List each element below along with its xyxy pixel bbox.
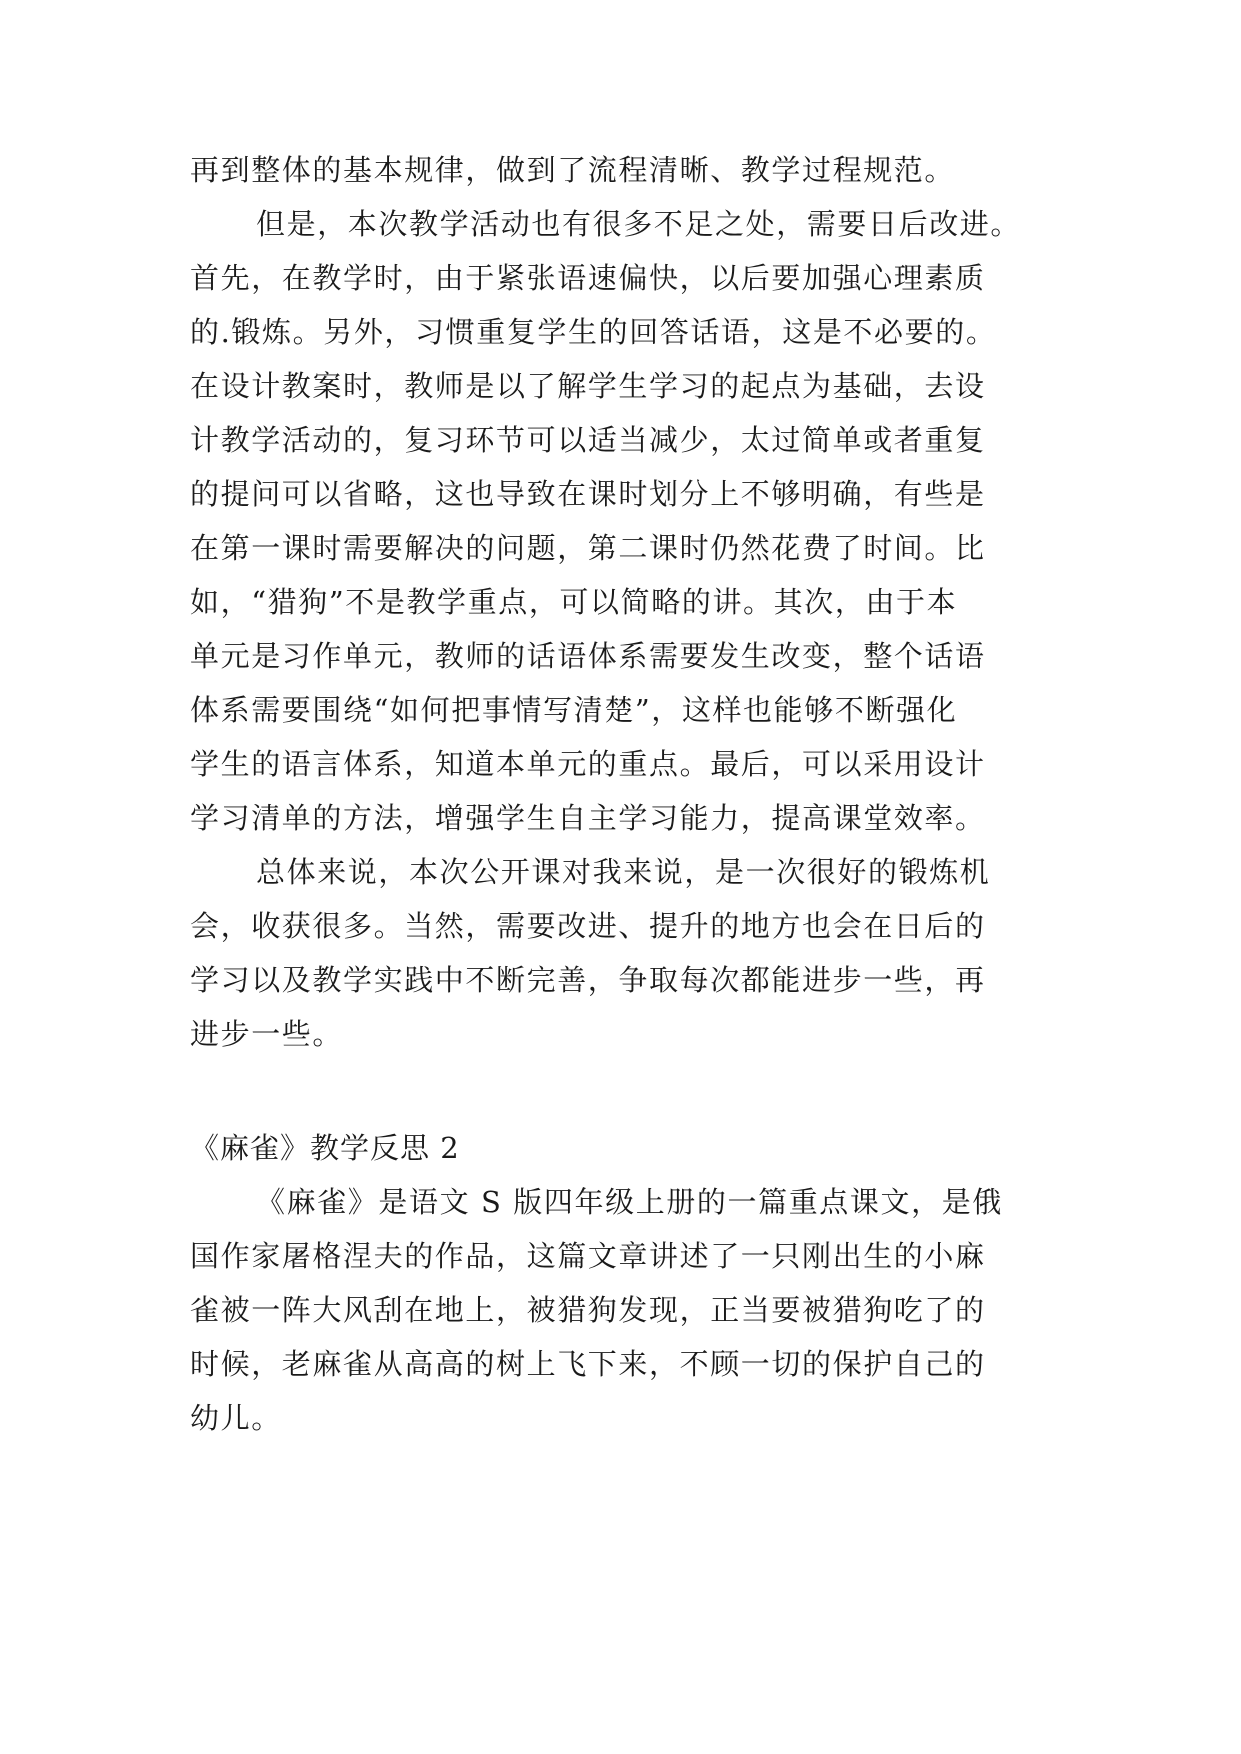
paragraph-start: 但是，本次教学活动也有很多不足之处，需要日后改进。 (256, 207, 1022, 241)
text-line: 首先，在教学时，由于紧张语速偏快，以后要加强心理素质 (190, 261, 986, 295)
text-line: 学习清单的方法，增强学生自主学习能力，提高课堂效率。 (190, 801, 986, 835)
text-line: 体系需要围绕“如何把事情写清楚”，这样也能够不断强化 (190, 693, 958, 727)
text-line: 在设计教案时，教师是以了解学生学习的起点为基础，去设 (190, 369, 986, 403)
text-line: 学习以及教学实践中不断完善，争取每次都能进步一些，再 (190, 963, 986, 997)
text-line: 国作家屠格涅夫的作品，这篇文章讲述了一只刚出生的小麻 (190, 1239, 986, 1273)
text-line: 时候，老麻雀从高高的树上飞下来，不顾一切的保护自己的 (190, 1347, 986, 1381)
text-line: 幼儿。 (190, 1401, 282, 1435)
text-line: 再到整体的基本规律，做到了流程清晰、教学过程规范。 (190, 153, 956, 187)
text-line: 单元是习作单元，教师的话语体系需要发生改变，整个话语 (190, 639, 986, 673)
text-line: 雀被一阵大风刮在地上，被猎狗发现，正当要被猎狗吃了的 (190, 1293, 986, 1327)
text-line: 会，收获很多。当然，需要改进、提升的地方也会在日后的 (190, 909, 986, 943)
text-line: 的提问可以省略，这也导致在课时划分上不够明确，有些是 (190, 477, 986, 511)
section-heading: 《麻雀》教学反思 2 (190, 1131, 460, 1165)
text-line: 学生的语言体系，知道本单元的重点。最后，可以采用设计 (190, 747, 986, 781)
text-line: 计教学活动的，复习环节可以适当减少，太过简单或者重复 (190, 423, 986, 457)
paragraph-start: 总体来说，本次公开课对我来说，是一次很好的锻炼机 (256, 855, 991, 889)
text-line: 进步一些。 (190, 1017, 344, 1051)
text-line: 在第一课时需要解决的问题，第二课时仍然花费了时间。比 (190, 531, 986, 565)
paragraph-start: 《麻雀》是语文 S 版四年级上册的一篇重点课文，是俄 (256, 1185, 1003, 1219)
text-line: 的.锻炼。另外，习惯重复学生的回答话语，这是不必要的。 (190, 315, 997, 349)
text-line: 如，“猎狗”不是教学重点，可以简略的讲。其次，由于本 (190, 585, 958, 619)
